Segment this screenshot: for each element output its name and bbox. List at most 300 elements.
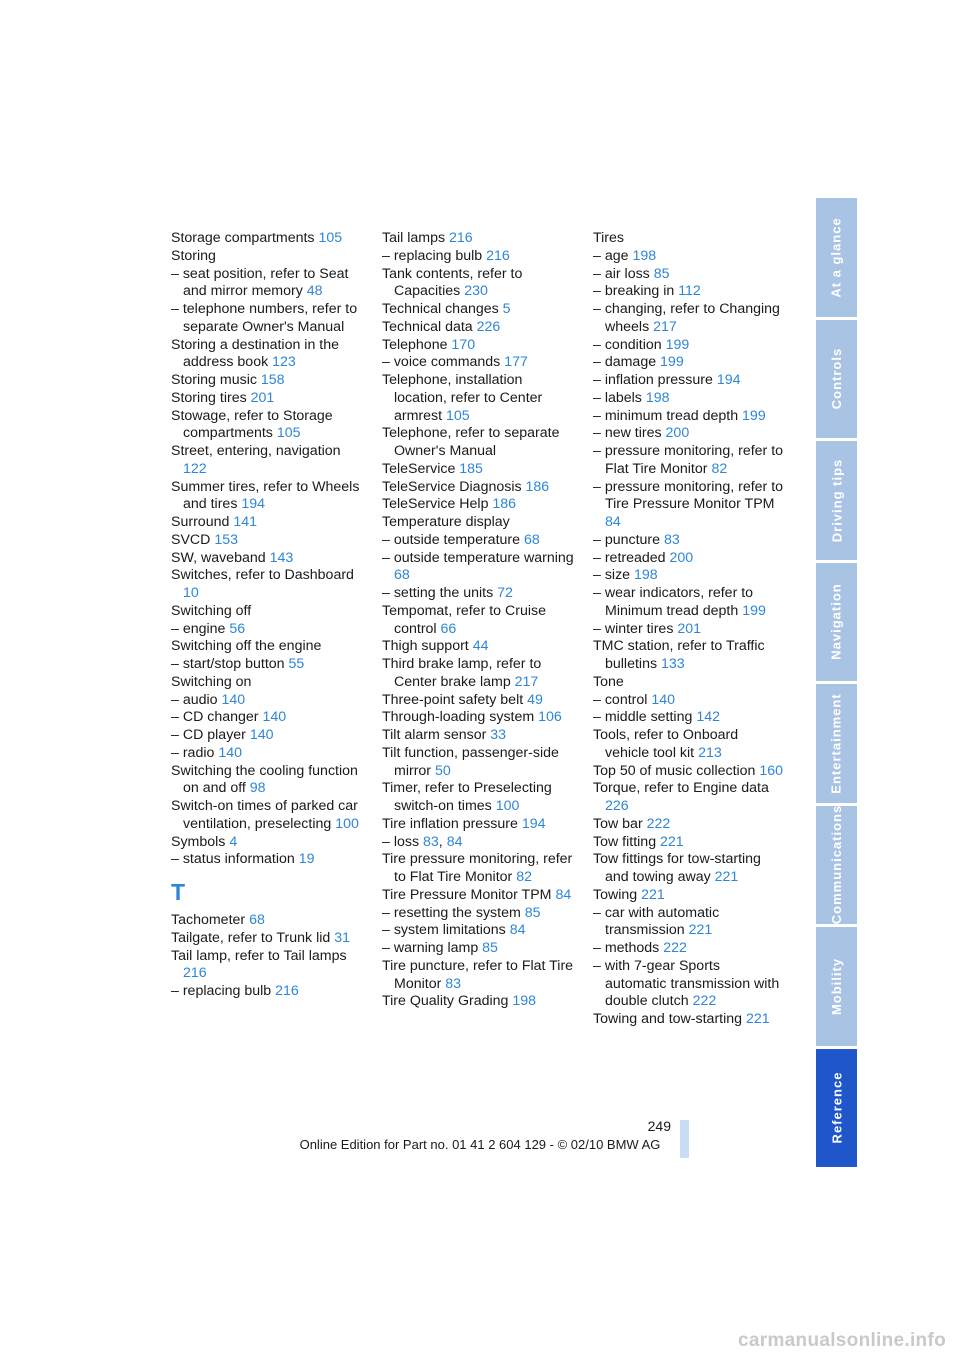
index-term: – telephone numbers, refer to separate Owner's Manual	[171, 301, 358, 335]
index-term: – CD player	[171, 727, 250, 743]
index-entry	[593, 692, 785, 710]
index-entry	[382, 425, 577, 461]
page-link[interactable]: 68	[394, 567, 410, 584]
index-term: Switching the cooling function on and off	[171, 762, 358, 797]
page-link[interactable]: 216	[275, 983, 299, 999]
index-term: Technical data	[382, 318, 477, 335]
page-link[interactable]: 72	[497, 585, 513, 601]
index-entry	[171, 851, 366, 869]
page-link[interactable]: 221	[746, 1011, 770, 1027]
index-term: Technical changes	[382, 301, 503, 317]
page-link[interactable]: 198	[512, 993, 537, 1010]
index-entry	[171, 266, 366, 302]
index-entry	[171, 390, 366, 408]
index-term: Switch-on times of parked car ventilation, preselecting	[171, 798, 358, 832]
page-link[interactable]: 122	[183, 460, 207, 477]
index-entry	[171, 248, 366, 266]
index-term: Tachometer	[171, 912, 250, 928]
index-term: – voice commands	[382, 354, 505, 371]
index-term: – retreaded	[593, 549, 670, 566]
index-term: – CD changer	[171, 709, 263, 726]
index-entry	[382, 887, 577, 905]
index-term: Towing and tow-starting	[593, 1011, 746, 1027]
page-link[interactable]: 177	[504, 354, 528, 371]
index-entry	[593, 337, 785, 355]
page-link[interactable]: 186	[492, 496, 517, 513]
page-link[interactable]: 201	[250, 389, 275, 406]
page-link[interactable]: 199	[665, 336, 690, 353]
index-term: Tilt alarm sensor	[382, 727, 491, 743]
page-number: 249	[647, 1118, 671, 1134]
index-entry	[382, 550, 577, 586]
page-link[interactable]: 160	[759, 762, 784, 779]
index-entry	[171, 230, 366, 248]
index-entry	[171, 674, 366, 692]
index-term: Tire Pressure Monitor TPM	[382, 886, 556, 903]
index-term: Tail lamp, refer to Tail lamps	[171, 947, 347, 964]
page-link[interactable]: 185	[459, 460, 483, 477]
index-term: – damage	[593, 354, 661, 371]
index-term: Storing a destination in the address book	[171, 336, 339, 371]
index-term: Switching on	[171, 673, 252, 690]
index-term: Tire inflation pressure	[382, 815, 522, 832]
index-entry	[171, 603, 366, 621]
index-term: – seat position, refer to Seat and mirror memory	[171, 265, 349, 300]
index-term: Switching off	[171, 602, 252, 619]
page-link[interactable]: 142	[696, 709, 720, 726]
index-entry	[593, 372, 785, 390]
index-entry	[171, 301, 366, 337]
index-entry	[171, 834, 366, 852]
index-term: – resetting the system	[382, 904, 525, 921]
index-entry	[593, 621, 785, 639]
index-term: Storage compartments	[171, 230, 319, 246]
page-link[interactable]: 226	[476, 318, 501, 335]
index-term: Tires	[593, 230, 625, 246]
section-tab-driving-tips[interactable]	[816, 441, 857, 560]
page-link[interactable]: 10	[183, 585, 199, 601]
index-entry	[382, 266, 577, 302]
index-column-3	[593, 230, 785, 1029]
page-link[interactable]: 50	[434, 762, 451, 779]
page-link[interactable]: 194	[716, 372, 741, 388]
index-column-2	[382, 230, 577, 1011]
index-entry	[593, 763, 785, 781]
index-term: – wear indicators, refer to Minimum tread depth	[593, 585, 754, 619]
page-link[interactable]: 82	[711, 460, 728, 477]
index-entry	[593, 958, 785, 1011]
page-link[interactable]: 123	[272, 354, 296, 371]
page-link[interactable]: 221	[688, 922, 713, 939]
index-entry	[171, 550, 366, 568]
section-tab-label: Controls	[829, 348, 845, 410]
index-term: – outside temperature	[382, 531, 524, 548]
index-entry	[171, 656, 366, 674]
index-entry	[593, 408, 785, 426]
index-term: – replacing bulb	[171, 983, 276, 999]
index-entry	[593, 443, 785, 479]
index-term: – minimum tread depth	[593, 407, 743, 424]
page-link[interactable]: 31	[334, 929, 351, 946]
section-tab-label: Driving tips	[829, 458, 845, 543]
index-entry	[171, 912, 366, 930]
index-term: – status information	[171, 851, 299, 868]
index-entry	[171, 532, 366, 550]
index-term: Tail lamps	[382, 230, 450, 246]
index-term: – inflation pressure	[593, 372, 717, 388]
page-link[interactable]: 4	[229, 833, 238, 850]
page-link[interactable]: 83	[423, 833, 439, 850]
section-tab-entertainment[interactable]	[816, 684, 857, 803]
index-entry	[593, 550, 785, 568]
section-tab-communications[interactable]	[816, 806, 857, 925]
index-entry	[593, 266, 785, 284]
index-entry	[171, 514, 366, 532]
index-entry	[593, 1011, 785, 1029]
index-term: TeleService	[382, 460, 460, 477]
index-entry	[382, 692, 577, 710]
index-term: – pressure monitoring, refer to Tire Pressure Monitor TPM	[593, 478, 784, 513]
page-link[interactable]: 217	[653, 318, 677, 335]
index-entry	[593, 674, 785, 692]
index-entry	[593, 940, 785, 958]
index-term: Tone	[593, 673, 624, 690]
index-entry	[171, 798, 366, 834]
index-term: Towing	[593, 886, 642, 903]
index-entry	[382, 496, 577, 514]
index-term: Stowage, refer to Storage compartments	[171, 407, 333, 442]
index-term: – outside temperature warning	[382, 549, 574, 566]
index-term: Tow fitting	[593, 833, 661, 850]
section-tab-controls[interactable]	[816, 320, 857, 439]
page-link[interactable]: 200	[665, 425, 690, 442]
index-term: Tow bar	[593, 815, 647, 832]
index-term: Tilt function, passenger-side mirror	[382, 744, 559, 779]
page-link[interactable]: 112	[678, 283, 701, 300]
index-entry	[382, 372, 577, 425]
section-tab-mobility[interactable]	[816, 927, 857, 1046]
page-link[interactable]: 84	[555, 886, 572, 903]
index-entry	[593, 780, 785, 816]
page-link[interactable]: 84	[446, 833, 463, 850]
page-link[interactable]: 199	[742, 407, 766, 424]
index-term: – radio	[171, 744, 219, 761]
index-entry	[382, 230, 577, 248]
page-link[interactable]: 68	[523, 531, 540, 548]
page-link[interactable]: 85	[482, 940, 498, 956]
index-entry	[171, 709, 366, 727]
page-link[interactable]: 55	[288, 656, 305, 672]
index-term: Tire puncture, refer to Flat Tire Monitor	[382, 957, 574, 992]
page-link[interactable]: 100	[335, 815, 359, 832]
page-link[interactable]: 5	[502, 301, 511, 317]
index-entry	[593, 585, 785, 621]
index-entry	[171, 337, 366, 373]
index-term: – methods	[593, 940, 664, 956]
index-term: – loss	[382, 833, 424, 850]
index-term: – with 7-gear Sports automatic transmission with double clutch	[593, 957, 780, 1010]
index-term: – control	[593, 691, 652, 708]
index-term: Switching off the engine	[171, 638, 322, 655]
page-link[interactable]: 213	[698, 744, 722, 761]
index-entry	[382, 354, 577, 372]
index-entry	[593, 727, 785, 763]
index-entry	[382, 248, 577, 266]
section-tab-label: Navigation	[829, 583, 844, 660]
index-entry	[382, 834, 577, 852]
index-column-1	[171, 230, 366, 1001]
index-entry	[382, 709, 577, 727]
page-link[interactable]: 141	[233, 514, 257, 530]
page-link[interactable]: 221	[641, 886, 665, 903]
index-term: Tank contents, refer to Capacities	[382, 265, 523, 300]
index-term: – labels	[593, 389, 646, 406]
index-term: Telephone, refer to separate Owner's Manual	[382, 425, 560, 459]
watermark: carmanualsonline.info	[738, 1330, 946, 1351]
index-entry	[171, 567, 366, 603]
page-link[interactable]: 222	[646, 815, 671, 832]
index-entry	[171, 930, 366, 948]
index-entry	[382, 479, 577, 497]
page-link[interactable]: 85	[524, 904, 541, 921]
index-entry	[171, 763, 366, 799]
index-entry	[382, 638, 577, 656]
index-entry	[593, 390, 785, 408]
page-link[interactable]: 198	[634, 567, 658, 584]
page-link[interactable]: 85	[653, 265, 670, 282]
index-term: Tire pressure monitoring, refer to Flat Tire Monitor	[382, 851, 573, 885]
page-link[interactable]: 194	[241, 496, 266, 513]
index-entry	[593, 479, 785, 532]
index-entry	[382, 461, 577, 479]
page-link[interactable]: 33	[490, 727, 507, 743]
footer-text: Online Edition for Part no. 01 41 2 604 129 - © 02/10 BMW AG	[299, 1137, 661, 1152]
index-entry	[593, 816, 785, 834]
index-term: Surround	[171, 514, 234, 530]
page-link[interactable]: 199	[742, 602, 766, 619]
section-tab-navigation[interactable]	[816, 563, 857, 682]
page-link[interactable]: 48	[306, 283, 323, 300]
index-entry	[593, 230, 785, 248]
page-link[interactable]: 140	[262, 709, 287, 726]
index-term: Street, entering, navigation	[171, 443, 341, 459]
page-link[interactable]: 44	[472, 638, 489, 655]
page-link[interactable]: 83	[664, 531, 680, 548]
index-entry	[171, 621, 366, 639]
page-link[interactable]: 19	[298, 851, 315, 868]
page-link[interactable]: 133	[661, 656, 685, 672]
page-link[interactable]: 201	[677, 620, 702, 637]
index-entry	[593, 248, 785, 266]
page-link[interactable]: 216	[183, 965, 207, 982]
section-letter: T	[171, 879, 186, 905]
index-term: Telephone	[382, 336, 452, 353]
index-term: SVCD	[171, 531, 215, 548]
page-link[interactable]: 84	[509, 922, 526, 939]
page-link[interactable]: 158	[260, 372, 285, 388]
index-entry	[382, 656, 577, 692]
page-link[interactable]: 140	[218, 744, 242, 761]
index-term: – condition	[593, 336, 666, 353]
index-entry	[171, 372, 366, 390]
page-link[interactable]: 105	[446, 407, 470, 424]
index-entry	[171, 692, 366, 710]
page-link[interactable]: 226	[605, 798, 629, 814]
index-entry	[382, 301, 577, 319]
index-term: Top 50 of music collection	[593, 762, 760, 779]
index-term: Summer tires, refer to Wheels and tires	[171, 478, 360, 513]
index-entry	[171, 983, 366, 1001]
index-term: Torque, refer to Engine data	[593, 780, 769, 797]
section-tab-label: At a glance	[829, 217, 845, 298]
index-entry	[593, 709, 785, 727]
index-term: Timer, refer to Preselecting switch-on times	[382, 780, 552, 814]
index-term: – system limitations	[382, 922, 510, 939]
index-term: SW, waveband	[171, 549, 270, 566]
page-link[interactable]: 98	[249, 780, 266, 797]
index-entry	[171, 948, 366, 984]
index-term: Tailgate, refer to Trunk lid	[171, 929, 335, 946]
section-tab-label: Entertainment	[829, 693, 844, 794]
page-link[interactable]: 105	[276, 425, 301, 442]
index-entry	[593, 851, 785, 887]
index-term: – age	[593, 247, 633, 264]
section-tab-label: Reference	[829, 1071, 844, 1144]
index-entry	[593, 834, 785, 852]
index-entry	[382, 780, 577, 816]
page-link[interactable]: 221	[714, 869, 739, 885]
index-entry	[382, 603, 577, 639]
index-entry	[382, 851, 577, 887]
page-link[interactable]: 170	[451, 336, 476, 353]
index-entry	[171, 479, 366, 515]
page-link[interactable]: 198	[632, 247, 657, 264]
index-entry	[382, 922, 577, 940]
index-entry	[171, 638, 366, 656]
index-term: – car with automatic transmission	[593, 904, 720, 939]
index-term: Switches, refer to Dashboard	[171, 567, 354, 584]
section-tab-at-a-glance[interactable]	[816, 198, 857, 317]
index-term: Through-loading system	[382, 709, 539, 726]
page-link[interactable]: 83	[445, 975, 462, 992]
page-link[interactable]: 221	[660, 833, 684, 850]
index-term: Tools, refer to Onboard vehicle tool kit	[593, 727, 739, 761]
index-entry	[382, 958, 577, 994]
page-link[interactable]: 200	[669, 549, 694, 566]
page-link[interactable]: 153	[214, 531, 239, 548]
index-term: Three-point safety belt	[382, 691, 528, 708]
page-link[interactable]: 198	[645, 389, 670, 406]
index-term: – changing, refer to Changing wheels	[593, 301, 780, 335]
page-link[interactable]: 216	[486, 247, 510, 264]
index-entry	[171, 443, 366, 479]
index-term: – replacing bulb	[382, 247, 487, 264]
page-link[interactable]: 84	[605, 514, 621, 530]
index-entry	[382, 940, 577, 958]
index-entry	[171, 745, 366, 763]
index-term: Symbols	[171, 833, 230, 850]
index-term: – winter tires	[593, 620, 678, 637]
page-link[interactable]: 194	[521, 815, 546, 832]
section-tabs	[816, 198, 857, 1160]
index-entry	[382, 585, 577, 603]
index-term: TMC station, refer to Traffic bulletins	[593, 638, 765, 672]
index-term: Third brake lamp, refer to Center brake lamp	[382, 656, 542, 690]
index-entry	[382, 514, 577, 532]
page-link[interactable]: 216	[449, 230, 473, 246]
page-link[interactable]: 140	[249, 727, 274, 743]
page-link[interactable]: 222	[692, 993, 717, 1010]
index-term: – warning lamp	[382, 940, 483, 956]
page-link[interactable]: 49	[527, 691, 543, 708]
page-link[interactable]: 217	[514, 673, 539, 690]
index-term: Telephone, installation location, refer to Center armrest	[382, 372, 543, 424]
index-entry	[593, 638, 785, 674]
index-entry	[171, 408, 366, 444]
index-term: Tow fittings for tow-starting and towing away	[593, 851, 761, 885]
page-link[interactable]: 140	[651, 691, 676, 708]
page-link[interactable]: 143	[269, 549, 294, 566]
index-term: Storing	[171, 247, 216, 264]
index-entry	[382, 319, 577, 337]
index-term: – breaking in	[593, 283, 679, 300]
index-term: – start/stop button	[171, 656, 289, 672]
index-entry	[382, 993, 577, 1011]
index-term: Storing tires	[171, 389, 251, 406]
index-term: – engine	[171, 620, 230, 637]
index-term: – new tires	[593, 425, 666, 442]
index-entry	[382, 905, 577, 923]
index-term: – puncture	[593, 531, 664, 548]
index-entry	[593, 532, 785, 550]
index-term: Tire Quality Grading	[382, 993, 513, 1010]
page-link[interactable]: 140	[221, 691, 246, 708]
page-link[interactable]: 105	[318, 230, 343, 246]
index-entry	[382, 745, 577, 781]
index-entry	[593, 301, 785, 337]
page-link[interactable]: 222	[663, 940, 687, 956]
index-entry	[593, 354, 785, 372]
index-entry	[382, 816, 577, 834]
page-link[interactable]: 106	[538, 709, 562, 726]
page-link[interactable]: 56	[229, 620, 246, 637]
index-entry	[382, 727, 577, 745]
page-link[interactable]: 186	[525, 478, 550, 495]
index-term: Storing music	[171, 372, 261, 388]
section-tab-label: Communications	[829, 805, 844, 924]
index-term: – middle setting	[593, 709, 697, 726]
index-term: Tempomat, refer to Cruise control	[382, 602, 547, 637]
index-term: Temperature display	[382, 514, 510, 530]
page-link[interactable]: 68	[249, 912, 265, 928]
page-link[interactable]: 199	[660, 354, 684, 371]
index-entry	[171, 727, 366, 745]
index-entry	[593, 283, 785, 301]
index-entry	[593, 567, 785, 585]
page-link[interactable]: 66	[440, 620, 457, 637]
page-link[interactable]: 230	[464, 283, 488, 300]
index-term: Thigh support	[382, 638, 473, 655]
page-separator: ,	[438, 833, 447, 850]
section-tab-label: Mobility	[829, 957, 845, 1015]
page-link[interactable]: 100	[495, 798, 520, 814]
index-entry	[382, 532, 577, 550]
index-term: – size	[593, 567, 635, 584]
index-term: – setting the units	[382, 585, 498, 601]
index-entry	[593, 887, 785, 905]
page-link[interactable]: 82	[516, 869, 532, 885]
index-term: TeleService Diagnosis	[382, 478, 526, 495]
